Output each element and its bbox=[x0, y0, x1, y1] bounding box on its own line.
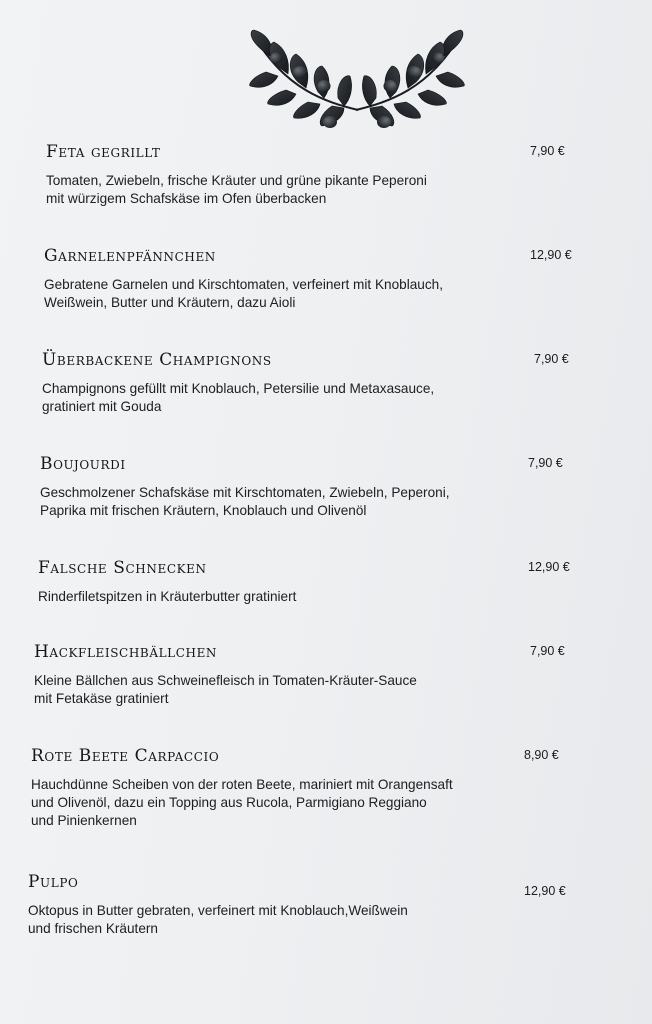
dish-name: Überbackene Champignons bbox=[42, 350, 272, 370]
dish-price: 7,90 € bbox=[530, 144, 565, 158]
dish-price: 8,90 € bbox=[524, 748, 559, 762]
dish-price: 12,90 € bbox=[528, 560, 570, 574]
dish-price: 7,90 € bbox=[530, 644, 565, 658]
dish-description: Gebratene Garnelen und Kirschtomaten, verfeinert mit Knoblauch, Weißwein, Butter und Kräutern, dazu Aioli bbox=[44, 277, 443, 310]
dish-description: Hauchdünne Scheiben von der roten Beete, mariniert mit Orangensaft und Olivenöl, dazu ein Topping aus Rucola, Parmigiano Reggiano und Pinienkernen bbox=[31, 777, 453, 828]
dish-price: 7,90 € bbox=[528, 456, 563, 470]
dish-price: 12,90 € bbox=[524, 884, 566, 898]
dish-description: Geschmolzener Schafskäse mit Kirschtomaten, Zwiebeln, Peperoni, Paprika mit frischen Kräutern, Knoblauch und Olivenöl bbox=[40, 485, 450, 518]
dish-description: Kleine Bällchen aus Schweinefleisch in Tomaten-Kräuter-Sauce mit Fetakäse gratiniert bbox=[34, 673, 417, 706]
dish-description: Oktopus in Butter gebraten, verfeinert mit Knoblauch,Weißwein und frischen Kräutern bbox=[28, 903, 408, 936]
dish-price: 7,90 € bbox=[534, 352, 569, 366]
dish-name: Pulpo bbox=[28, 872, 79, 892]
dish-name: Rote Beete Carpaccio bbox=[31, 746, 220, 766]
dish-name: Feta gegrillt bbox=[46, 142, 161, 162]
dish-description: Rinderfiletspitzen in Kräuterbutter gratiniert bbox=[38, 589, 297, 604]
dish-name: Boujourdi bbox=[40, 454, 126, 474]
dish-description: Tomaten, Zwiebeln, frische Kräuter und grüne pikante Peperoni mit würzigem Schafskäse im Ofen überbacken bbox=[46, 173, 427, 206]
olive-branch-icon bbox=[246, 28, 468, 132]
dish-name: Falsche Schnecken bbox=[38, 558, 207, 578]
dish-description: Champignons gefüllt mit Knoblauch, Petersilie und Metaxasauce, gratiniert mit Gouda bbox=[42, 381, 435, 414]
dish-name: Hackfleischbällchen bbox=[34, 642, 218, 662]
dish-name: Garnelenpfännchen bbox=[44, 246, 216, 266]
dish-price: 12,90 € bbox=[530, 248, 572, 262]
